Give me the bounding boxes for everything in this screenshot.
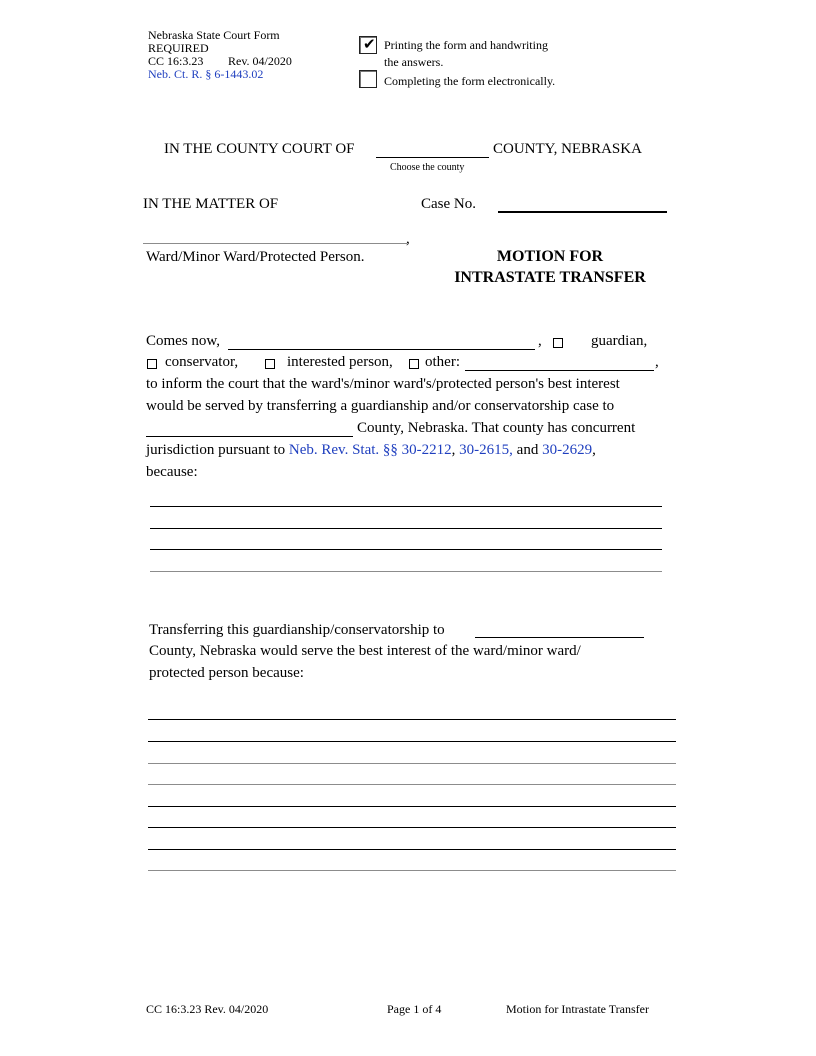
comes-now-text: Comes now, <box>146 333 221 349</box>
matter-label: IN THE MATTER OF <box>143 196 279 212</box>
case-number-label: Case No. <box>421 196 476 212</box>
statute-link-30-2212[interactable]: Neb. Rev. Stat. §§ 30-2212 <box>288 442 452 458</box>
reason-line-4[interactable] <box>150 571 662 572</box>
court-rule-link[interactable]: Neb. Ct. R. § 6-1443.02 <box>148 67 264 81</box>
statute-link-30-2629[interactable]: 30-2629 <box>542 442 593 458</box>
required-label: REQUIRED <box>148 41 209 55</box>
movant-comma: , <box>538 333 542 349</box>
other-checkbox[interactable] <box>409 359 419 369</box>
form-source: Nebraska State Court Form <box>148 28 280 42</box>
best-interest-line-7[interactable] <box>148 849 676 850</box>
guardian-label: guardian, <box>591 333 648 349</box>
other-comma: , <box>655 354 659 370</box>
guardian-checkbox[interactable] <box>553 338 563 348</box>
statute-separator: , <box>451 442 456 458</box>
movant-name-field[interactable] <box>228 349 535 350</box>
print-option-checkbox[interactable] <box>359 36 377 54</box>
electronic-option-checkbox[interactable] <box>359 70 377 88</box>
conservator-label: conservator, <box>165 354 239 370</box>
footer-form-rev: CC 16:3.23 Rev. 04/2020 <box>146 1002 269 1016</box>
reason-line-3[interactable] <box>150 549 662 550</box>
because-label: because: <box>146 464 198 480</box>
other-field[interactable] <box>465 370 654 371</box>
form-number: CC 16:3.23 <box>148 54 204 68</box>
best-interest-line-6[interactable] <box>148 827 676 828</box>
footer-page-number: Page 1 of 4 <box>387 1002 442 1016</box>
best-interest-line-3[interactable] <box>148 763 676 764</box>
conservator-checkbox[interactable] <box>147 359 157 369</box>
interested-person-checkbox[interactable] <box>265 359 275 369</box>
court-heading-left: IN THE COUNTY COURT OF <box>164 141 355 157</box>
county-field[interactable] <box>376 157 489 158</box>
jurisdiction-text: jurisdiction pursuant to <box>146 442 286 458</box>
best-interest-line-5[interactable] <box>148 806 676 807</box>
best-interest-line-2[interactable] <box>148 741 676 742</box>
party-role: Ward/Minor Ward/Protected Person. <box>146 249 365 265</box>
transfer-line-1: Transferring this guardianship/conservatorship to <box>149 622 445 638</box>
motion-line-5: County, Nebraska. That county has concurrent <box>357 420 636 436</box>
form-revision: Rev. 04/2020 <box>228 54 292 68</box>
party-name-field[interactable] <box>143 243 407 244</box>
footer-form-title: Motion for Intrastate Transfer <box>506 1002 649 1016</box>
transfer-line-3: protected person because: <box>149 665 304 681</box>
print-option-label: Printing the form and handwriting <box>384 38 548 52</box>
best-interest-line-1[interactable] <box>148 719 676 720</box>
county-hint: Choose the county <box>390 162 465 173</box>
document-title-line1: MOTION FOR <box>496 248 604 265</box>
best-interest-line-8[interactable] <box>148 870 676 871</box>
reason-line-2[interactable] <box>150 528 662 529</box>
party-comma: , <box>406 231 410 247</box>
case-number-field[interactable] <box>498 211 667 213</box>
statute-link-30-2615[interactable]: 30-2615, <box>459 442 513 458</box>
print-option-label-cont: the answers. <box>384 55 444 69</box>
check-icon: ✔ <box>363 35 376 53</box>
and-text: and <box>516 442 539 458</box>
electronic-option-label: Completing the form electronically. <box>384 74 556 88</box>
best-interest-line-4[interactable] <box>148 784 676 785</box>
transfer-line-2: County, Nebraska would serve the best interest of the ward/minor ward/ <box>149 643 581 659</box>
interested-person-label: interested person, <box>287 354 393 370</box>
statute-end-comma: , <box>592 442 596 458</box>
document-title-line2: INTRASTATE TRANSFER <box>454 269 646 286</box>
motion-line-3: to inform the court that the ward's/minor ward's/protected person's best interest <box>146 376 620 392</box>
motion-line-4: would be served by transferring a guardianship and/or conservatorship case to <box>146 398 615 414</box>
court-heading-right: COUNTY, NEBRASKA <box>493 141 642 157</box>
other-label: other: <box>425 354 460 370</box>
motion-line-6 <box>146 442 596 459</box>
reason-line-1[interactable] <box>150 506 662 507</box>
receiving-county-field[interactable] <box>475 637 644 638</box>
transfer-county-field[interactable] <box>146 436 353 437</box>
